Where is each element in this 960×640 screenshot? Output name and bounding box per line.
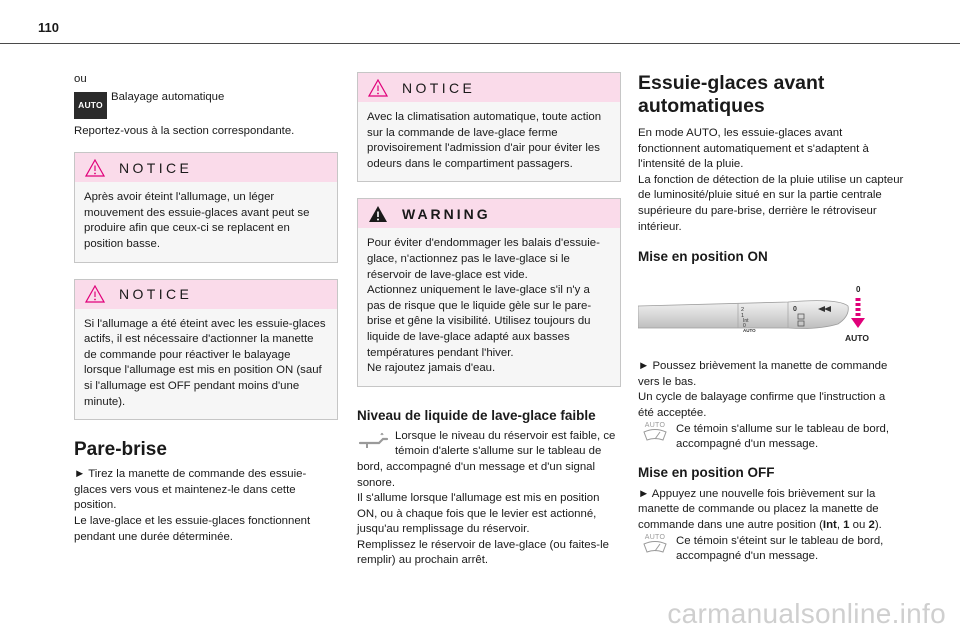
off-step-int: Int: [822, 518, 837, 531]
stalk-label-0: 0: [743, 323, 746, 330]
parebrise-step: ► Tirez la manette de commande des essuie-glaces vers vous et maintenez-le dans cette position.: [74, 468, 307, 512]
warning-box: [357, 198, 621, 386]
indicator-text: AUTO: [644, 533, 666, 541]
warning-triangle-icon: [85, 285, 105, 303]
section-heading-on: Mise en position ON: [638, 249, 768, 265]
section-heading-off: Mise en position OFF: [638, 464, 775, 480]
notice-header-3: [358, 73, 620, 102]
notice-header-1: [75, 153, 337, 182]
illus-auto-label: AUTO: [845, 333, 869, 344]
off-step-2: 2: [868, 518, 875, 531]
notice-box-3: [357, 72, 621, 182]
warning-title: WARNING: [402, 205, 491, 222]
section-heading-niveau: Niveau de liquide de lave-glace faible: [357, 407, 596, 423]
warning-triangle-icon: [85, 159, 105, 177]
off-indicator-text: Ce témoin s'éteint sur le tableau de bord, accompagné d'un message.: [676, 534, 884, 563]
notice-header-2: [75, 280, 337, 309]
section-heading-auto-wipers: Essuie-glaces avant automatiques: [638, 72, 825, 117]
auto-intro-1: En mode AUTO, les essuie-glaces avant fonctionnent automatiquement et s'adaptent à l'intensité de la pluie.: [638, 127, 869, 171]
page-number: 110: [38, 20, 59, 35]
wiper-lamp-icon: [638, 541, 672, 555]
auto-wiper-indicator-icon: [638, 534, 672, 560]
warning-triangle-icon: [368, 79, 388, 97]
indicator-text: AUTO: [644, 421, 666, 429]
warning-text-2: Actionnez uniquement le lave-glace s'il n'y a pas de risque que le liquide gèle sur le pare-brise et gêne la visibilité. Utilisez toujours du liquide de lave-glace adapté aux basses températures pendant l'hiver.: [367, 284, 592, 359]
on-text: Un cycle de balayage confirme que l'instruction a été acceptée.: [638, 391, 886, 419]
warning-header: [358, 199, 620, 228]
notice-body-2: Si l'allumage a été éteint avec les essuie-glaces actifs, il est nécessaire d'actionner la manette de commande pour réactiver le balayage lorsque l'allumage est mis en position ON (sauf si l'allumage est OFF pendant moins d'une minute).: [84, 317, 326, 408]
stalk-label-int: Int: [743, 318, 749, 325]
column-2: [357, 72, 621, 569]
auto-intro-2: La fonction de détection de la pluie utilise un capteur de luminosité/pluie situé en sur la partie centrale supérieure du pare-brise, derrière le rétroviseur intérieur.: [638, 173, 904, 233]
off-step-a: ► Appuyez une nouvelle fois brièvement sur la manette de commande ou placez la manette de commande dans une autre position (: [638, 487, 879, 531]
notice-title-1: NOTICE: [119, 159, 193, 176]
niveau-text-3: Remplissez le réservoir de lave-glace (ou faites-le remplir) au prochain arrêt.: [357, 538, 609, 567]
notice-box-2: [74, 279, 338, 421]
off-step: [638, 487, 904, 534]
auto-sweep-row: [74, 90, 338, 119]
stalk-ring-0: 0: [793, 306, 797, 314]
washer-fluid-warning-icon: [357, 431, 391, 451]
off-step-b: ,: [836, 518, 844, 531]
niveau-text-2: Il s'allume lorsque l'allumage est mis en position ON, ou à chaque fois que le levier est actionné, jusqu'au remplissage du réservoir.: [357, 492, 600, 536]
warning-text-1: Pour éviter d'endommager les balais d'essuie-glace, n'actionnez pas le lave-glace si le réservoir de lave-glace est vide.: [367, 237, 600, 281]
off-indicator-row: [638, 534, 904, 565]
refer-text: Reportez-vous à la section correspondante.: [74, 124, 295, 137]
auto-icon: AUTO: [74, 92, 107, 119]
niveau-content: [357, 429, 621, 569]
push-down-arrow-head-icon: [851, 318, 865, 328]
or-text: ou: [74, 73, 87, 85]
on-indicator-text: Ce témoin s'allume sur le tableau de bord, accompagné d'un message.: [676, 422, 890, 451]
stalk-diagram: [638, 276, 888, 346]
off-step-d: ).: [874, 518, 882, 531]
top-divider: [0, 43, 960, 44]
on-step: ► Poussez brièvement la manette de commande vers le bas.: [638, 360, 888, 388]
stalk-label-2: 2: [741, 307, 745, 314]
notice-box-1: [74, 152, 338, 262]
wiper-lamp-icon: [638, 429, 672, 443]
warning-filled-triangle-icon: [368, 205, 388, 223]
stalk-label-1: 1: [741, 313, 745, 320]
auto-wiper-indicator-icon: [638, 422, 672, 448]
warning-text-3: Ne rajoutez jamais d'eau.: [367, 362, 496, 375]
stalk-label-auto: AUTO: [743, 328, 756, 334]
niveau-text-1: Lorsque le niveau du réservoir est faible, ce témoin d'alerte s'allume sur le tableau de bord, accompagné d'un message et d'un signal sonore.: [357, 429, 616, 489]
illus-position-0: 0: [856, 285, 861, 295]
warning-body: [358, 228, 620, 385]
notice-body-3: Avec la climatisation automatique, toute action sur la commande de lave-glace ferme provisoirement l'admission d'air pour éviter les odeurs dans le compartiment passagers.: [367, 111, 602, 170]
auto-sweep-label: Balayage automatique: [111, 90, 225, 103]
wiper-stalk-illustration: [638, 276, 904, 351]
notice-title-3: NOTICE: [402, 79, 476, 96]
off-step-c: ou: [849, 518, 869, 531]
section-heading-parebrise: Pare-brise: [74, 439, 167, 461]
notice-title-2: NOTICE: [119, 286, 193, 303]
notice-body-1: Après avoir éteint l'allumage, un léger mouvement des essuie-glaces avant peut se produire afin que ceux-ci se replacent en position basse.: [84, 191, 310, 250]
column-3: [638, 72, 904, 565]
on-indicator-row: [638, 422, 904, 453]
column-1: [74, 72, 338, 545]
off-step-1: 1: [843, 518, 850, 531]
parebrise-text: Le lave-glace et les essuie-glaces fonctionnent pendant une durée déterminée.: [74, 514, 311, 543]
watermark: carmanualsonline.info: [667, 598, 946, 629]
